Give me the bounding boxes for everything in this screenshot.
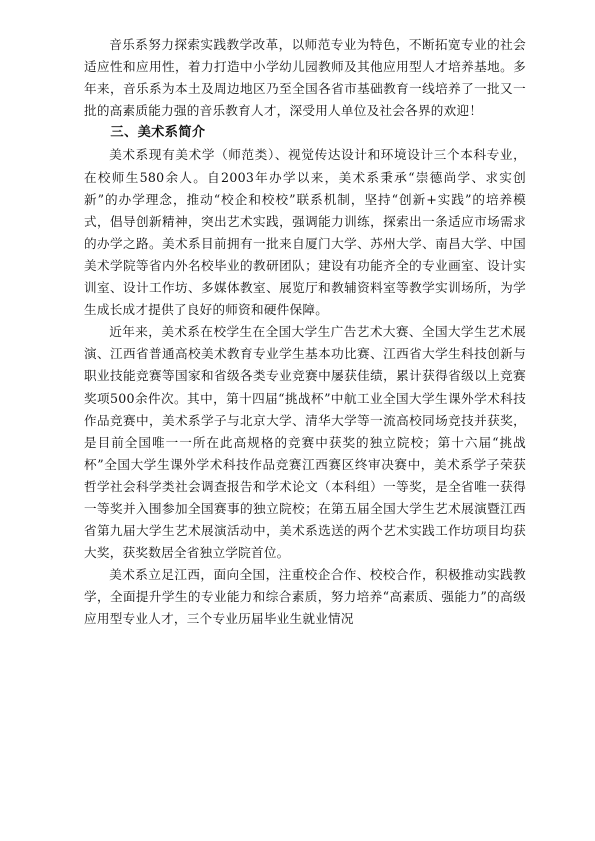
art-department-goals-paragraph: 美术系立足江西，面向全国，注重校企合作、校校合作，积极推动实践教学，全面提升学生的专业能力和综合素质，努力培养“高素质、强能力”的高级应用型专业人才，三个专业历届毕业生就业情况 (84, 567, 526, 627)
section-heading-art-department: 三、美术系简介 (110, 125, 206, 141)
document-page (84, 34, 526, 631)
art-department-intro-paragraph: 美术系现有美术学（师范类）、视觉传达设计和环境设计三个本科专业，在校师生580余人。自2003年办学以来，美术系秉承“崇德尚学、求实创新”的办学理念，推动“校企和校校”联系机制，坚持“创新+实践”的培养模式，倡导创新精神，突出艺术实践，强调能力训练，探索出一条适应市场需求的办学之路。美术系目前拥有一批来自厦门大学、苏州大学、南昌大学、中国美术学院等省内外名校毕业的教研团队；建设有功能齐全的专业画室、设计实训室、设计工作坊、多媒体教室、展览厅和教辅资料室等教学实训场所，为学生成长成才提供了良好的师资和硬件保障。 (84, 147, 526, 318)
art-department-awards-paragraph: 近年来，美术系在校学生在全国大学生广告艺术大赛、全国大学生艺术展演、江西省普通高校美术教育专业学生基本功比赛、江西省大学生科技创新与职业技能竞赛等国家和省级各类专业竞赛中屡获佳绩，累计获得省级以上竞赛奖项500余件次。其中，第十四届“挑战杯”中航工业全国大学生课外学术科技作品竞赛中，美术系学子与北京大学、清华大学等一流高校同场竞技并获奖，是目前全国唯一一所在此高规格的竞赛中获奖的独立院校；第十六届“挑战杯”全国大学生课外学术科技作品竞赛江西赛区终审决赛中，美术系学子荣获哲学社会科学类社会调查报告和学术论文（本科组）一等奖，是全省唯一获得一等奖并入围参加全国赛事的独立院校；在第五届全国大学生艺术展演暨江西省第九届大学生艺术展演活动中，美术系选送的两个艺术实践工作坊项目均获大奖，获奖数居全省独立学院首位。 (84, 324, 526, 561)
music-department-paragraph: 音乐系努力探索实践教学改革，以师范专业为特色，不断拓宽专业的社会适应性和应用性，着力打造中小学幼儿园教师及其他应用型人才培养基地。多年来，音乐系为本土及周边地区乃至全国各省市基础教育一线培养了一批又一批的高素质能力强的音乐教育人才，深受用人单位及社会各界的欢迎！ (84, 37, 526, 119)
